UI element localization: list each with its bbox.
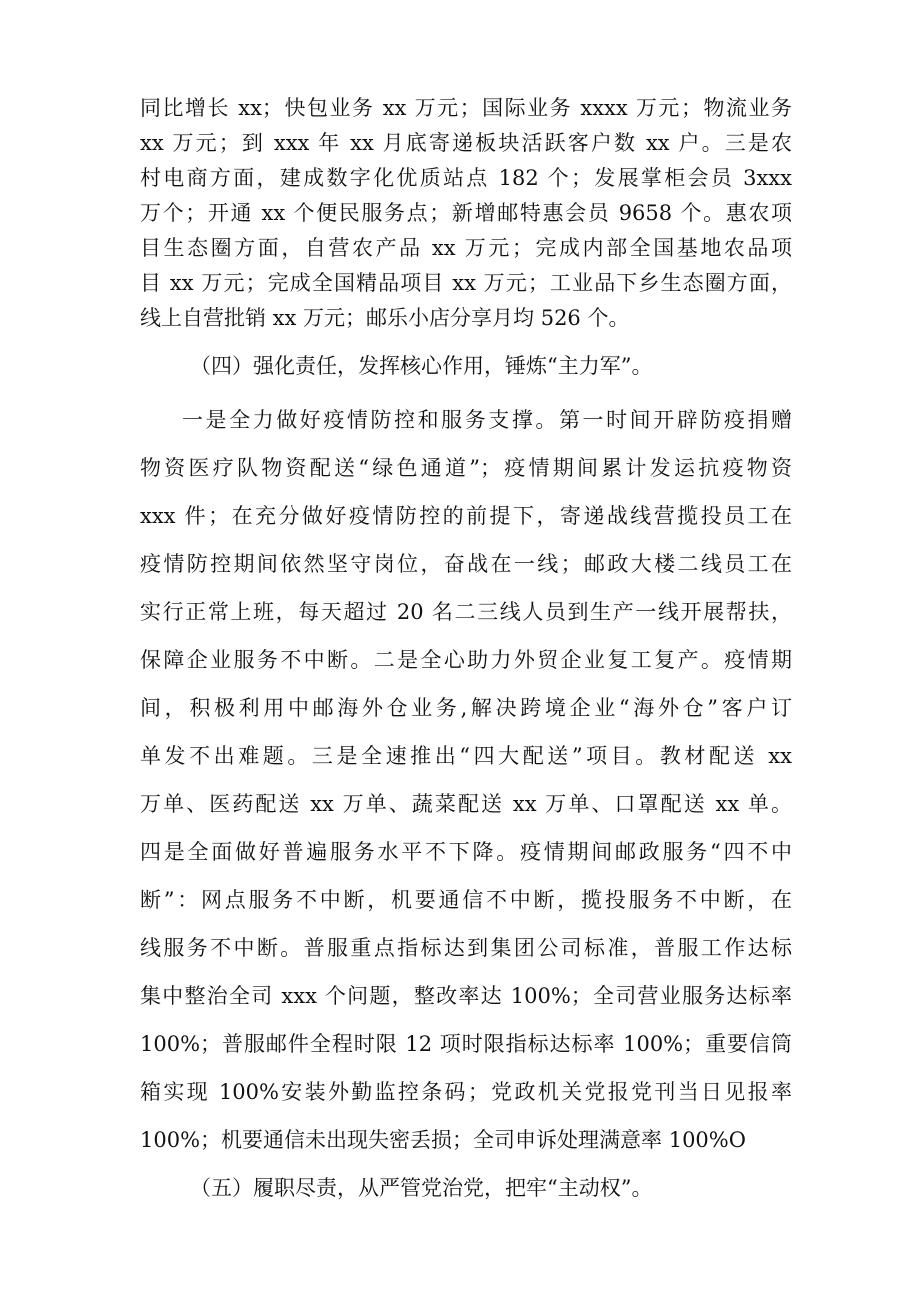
paragraph-2-line-10: 四是全面做好普遍服务水平不下降。疫情期间邮政服务“四不中 [140, 840, 792, 864]
paragraph-1-line-6: 目 xx 万元；完成全国精品项目 xx 万元；工业品下乡生态圈方面， [140, 271, 792, 295]
paragraph-2-line-5: 实行正常上班，每天超过 20 名二三线人员到生产一线开展帮扶， [140, 600, 792, 624]
paragraph-2-line-4: 疫情防控期间依然坚守岗位，奋战在一线；邮政大楼二线员工在 [140, 552, 792, 576]
paragraph-2-line-1: 一是全力做好疫情防控和服务支撑。第一时间开辟防疫捐赠 [182, 408, 792, 432]
section-heading-4: （四）强化责任，发挥核心作用，锤炼“主力军”。 [190, 354, 653, 378]
paragraph-2-line-7: 间，积极利用中邮海外仓业务,解决跨境企业“海外仓”客户订 [140, 696, 792, 720]
paragraph-2-line-16: 100%；机要通信未出现失密丢损；全司申诉处理满意率 100%O [140, 1128, 746, 1152]
paragraph-1-line-1: 同比增长 xx；快包业务 xx 万元；国际业务 xxxx 万元；物流业务 [140, 96, 792, 120]
paragraph-2-line-3: xxx 件；在充分做好疫情防控的前提下，寄递战线营揽投员工在 [140, 504, 792, 528]
paragraph-2-line-6: 保障企业服务不中断。二是全心助力外贸企业复工复产。疫情期 [140, 648, 792, 672]
paragraph-2-line-15: 箱实现 100%安装外勤监控条码；党政机关党报党刊当日见报率 [140, 1080, 792, 1104]
paragraph-2-line-8: 单发不出难题。三是全速推出“四大配送”项目。教材配送 xx [140, 744, 792, 768]
paragraph-1-line-4: 万个；开通 xx 个便民服务点；新增邮特惠会员 9658 个。惠农项 [140, 201, 792, 225]
paragraph-2-line-12: 线服务不中断。普服重点指标达到集团公司标准，普服工作达标 [140, 936, 792, 960]
paragraph-1-line-5: 目生态圈方面，自营农产品 xx 万元；完成内部全国基地农品项 [140, 236, 792, 260]
paragraph-1-line-2: xx 万元；到 xxx 年 xx 月底寄递板块活跃客户数 xx 户。三是农 [140, 131, 792, 155]
paragraph-2-line-9: 万单、医药配送 xx 万单、蔬菜配送 xx 万单、口罩配送 xx 单。 [140, 792, 792, 816]
paragraph-2-line-2: 物资医疗队物资配送“绿色通道”；疫情期间累计发运抗疫物资 [140, 456, 792, 480]
paragraph-1-line-7: 线上自营批销 xx 万元；邮乐小店分享月均 526 个。 [140, 306, 630, 330]
paragraph-1-line-3: 村电商方面，建成数字化优质站点 182 个；发展掌柜会员 3xxx [140, 166, 792, 190]
paragraph-2-line-13: 集中整治全司 xxx 个问题，整改率达 100%；全司营业服务达标率 [140, 984, 792, 1008]
section-heading-5: （五）履职尽责，从严管党治党，把牢“主动权”。 [190, 1176, 653, 1200]
paragraph-2-line-11: 断”：网点服务不中断，机要通信不中断，揽投服务不中断，在 [140, 888, 792, 912]
paragraph-2-line-14: 100%；普服邮件全程时限 12 项时限指标达标率 100%；重要信筒 [140, 1032, 792, 1056]
